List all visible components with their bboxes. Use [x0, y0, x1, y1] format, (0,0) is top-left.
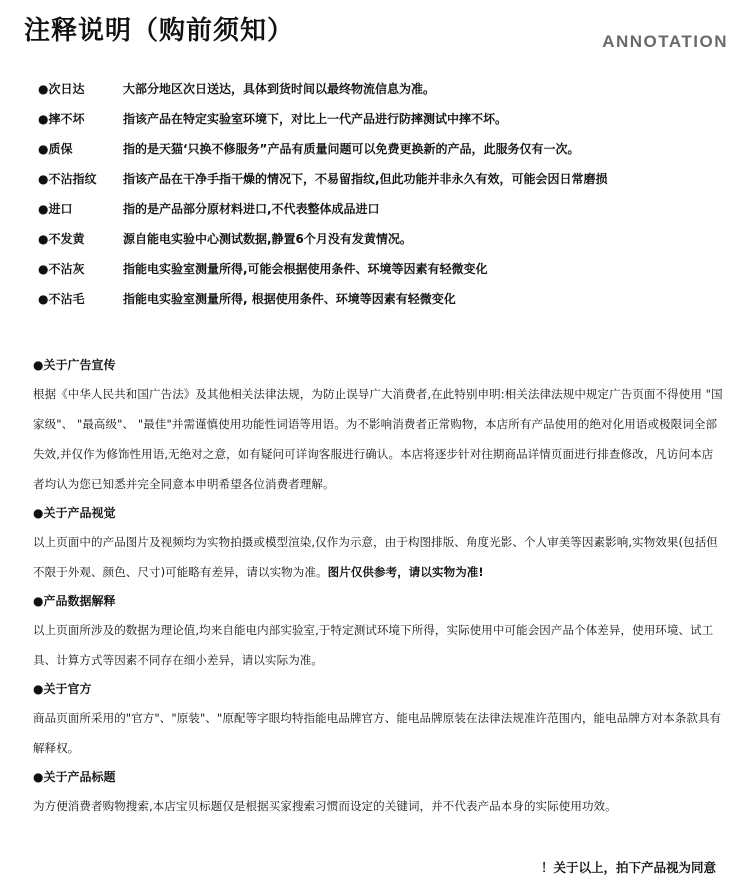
page-subtitle: ANNOTATION — [602, 32, 728, 51]
notice-sections — [33, 351, 723, 821]
feature-name: ●不沾灰 — [38, 261, 85, 276]
feature-item — [38, 223, 728, 253]
feature-item — [38, 133, 728, 163]
section-body-advert: 根据《中华人民共和国广告法》及其他相关法律法规，为防止误导广大消费者,在此特别申明:相关法律法规中规定广告页面不得使用 "国家级"、 "最高级"、 "最佳"并需谨慎使用功能性词语等用语。为不影响消费者正常购物，本店所有产品使用的绝对化用语或极限词全部失效,并仅作为修饰性用语,无绝对之意，如有疑问可详询客服进行确认。本店将逐步针对往期商品详情页面进行排查修改，凡访问本店者均认为您已知悉并完全同意本申明希望各位消费者理解。 — [33, 387, 723, 491]
section-body-official: 商品页面所采用的"官方"、"原装"、"原配等字眼均特指能电品牌官方、能电品牌原装在法律法规准许范围内，能电品牌方对本条款具有解释权。 — [33, 711, 722, 755]
feature-desc: 大部分地区次日送达，具体到货时间以最终物流信息为准。 — [123, 81, 436, 96]
visual-body-text: 以上页面中的产品图片及视频均为实物拍摄或模型渲染,仅作为示意，由于构图排版、角度光影、个人审美等因素影响,实物效果(包括但不限于外观、颜色、尺寸)可能略有差异，请以实物为准。 — [33, 535, 718, 579]
section-body-product-title: 为方便消费者购物搜索,本店宝贝标题仅是根据买家搜索习惯而设定的关键词，并不代表产品本身的实际使用功效。 — [33, 799, 617, 813]
feature-item — [38, 283, 728, 313]
feature-name: ●不发黄 — [38, 231, 85, 246]
feature-name: ●次日达 — [38, 81, 85, 96]
section-body-visual — [33, 527, 723, 587]
feature-desc: 源自能电实验中心测试数据,静置6个月没有发黄情况。 — [123, 231, 412, 246]
feature-name: ●不沾毛 — [38, 291, 85, 306]
feature-desc: 指该产品在特定实验室环境下，对比上一代产品进行防摔测试中摔不坏。 — [123, 111, 508, 126]
section-title-visual: ●关于产品视觉 — [33, 506, 116, 520]
section-title-data: ●产品数据解释 — [33, 594, 116, 608]
feature-name: ●摔不坏 — [38, 111, 85, 126]
page-title: 注释说明（购前须知） — [24, 16, 295, 46]
feature-name: ●质保 — [38, 141, 73, 156]
footer-notice: ！关于以上，拍下产品视为同意 — [540, 860, 716, 875]
section-body-data: 以上页面所涉及的数据为理论值,均来自能电内部实验室,于特定测试环境下所得，实际使用中可能会因产品个体差异，使用环境、试工具、计算方式等因素不同存在细小差异，请以实际为准。 — [33, 623, 714, 667]
feature-name: ●进口 — [38, 201, 73, 216]
feature-item — [38, 163, 728, 193]
section-title-advert: ●关于广告宣传 — [33, 358, 116, 372]
feature-desc: 指的是产品部分原材料进口,不代表整体成品进口 — [123, 201, 380, 216]
feature-desc: 指的是天猫‘只换不修服务”产品有质量问题可以免费更换新的产品，此服务仅有一次。 — [123, 141, 580, 156]
feature-desc: 指能电实验室测量所得,可能会根据使用条件、环境等因素有轻微变化 — [123, 261, 488, 276]
feature-item — [38, 103, 728, 133]
feature-desc: 指该产品在干净手指干燥的情况下，不易留指纹,但此功能并非永久有效，可能会因日常磨损 — [123, 171, 608, 186]
feature-desc: 指能电实验室测量所得, 根据使用条件、环境等因素有轻微变化 — [123, 291, 456, 306]
feature-item — [38, 253, 728, 283]
visual-emphasis-text: 图片仅供参考，请以实物为准! — [327, 565, 484, 579]
feature-name: ●不沾指纹 — [38, 171, 97, 186]
section-title-product-title: ●关于产品标题 — [33, 770, 116, 784]
feature-list — [38, 73, 728, 313]
section-title-official: ●关于官方 — [33, 682, 92, 696]
feature-item — [38, 193, 728, 223]
feature-item — [38, 73, 728, 103]
